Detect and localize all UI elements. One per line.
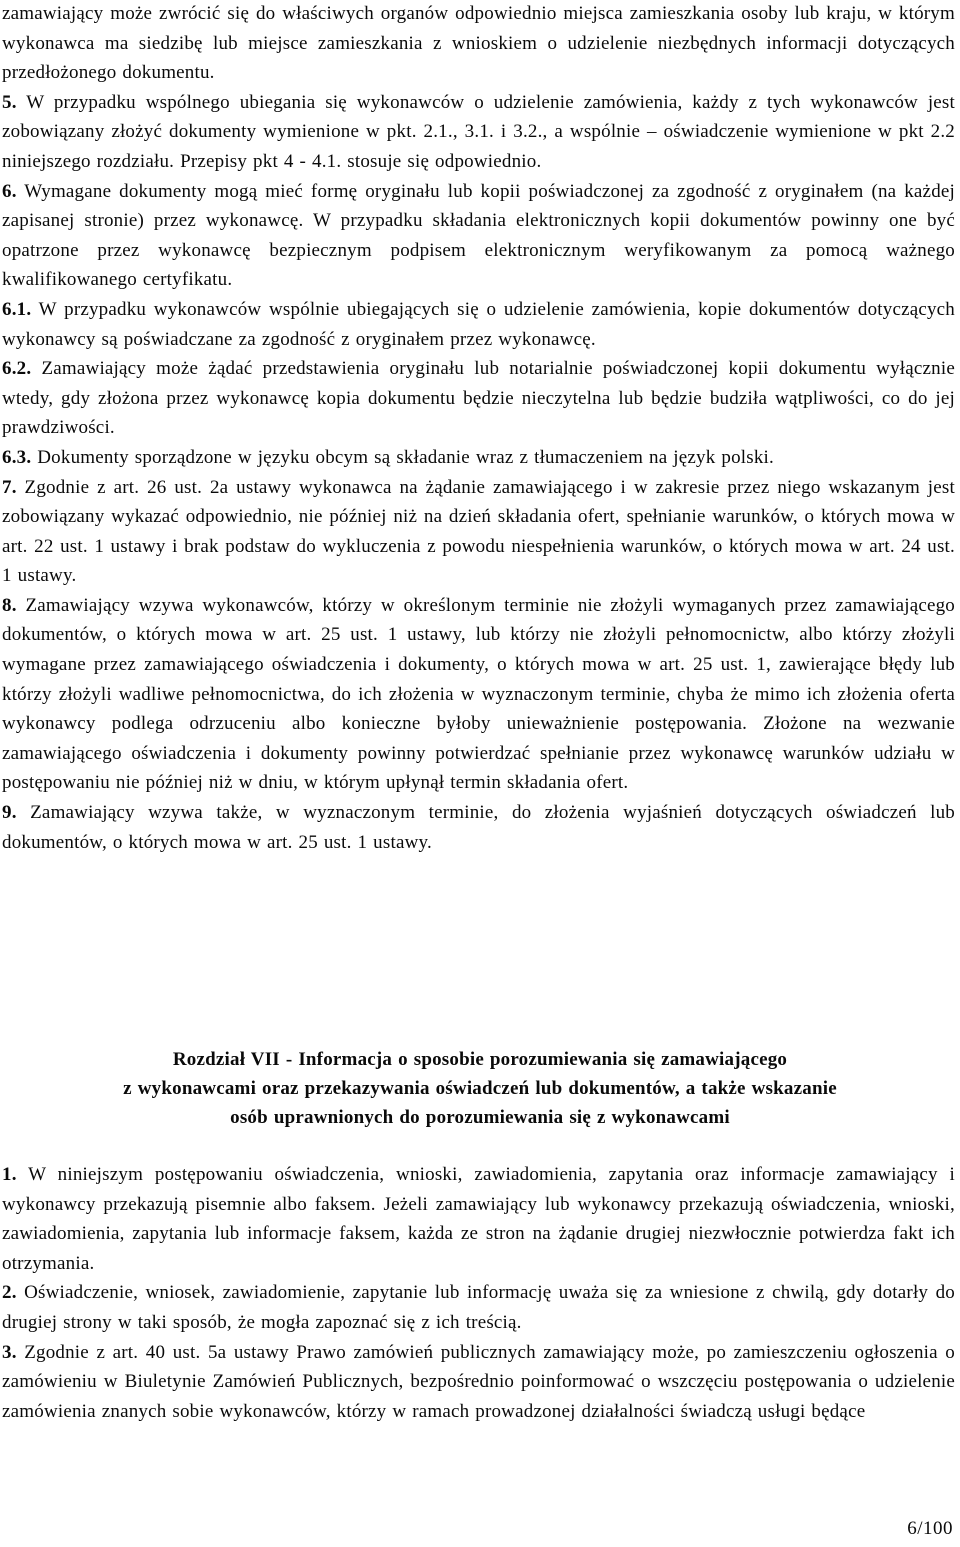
paragraph-5 <box>2 88 955 177</box>
paragraph-number: 6. <box>2 180 17 202</box>
chapter-heading <box>0 1045 960 1132</box>
page-number: 6/100 <box>907 1518 953 1539</box>
paragraph-1 <box>2 1160 955 1278</box>
paragraph-8 <box>2 591 955 798</box>
paragraph-text: Zgodnie z art. 40 ust. 5a ustawy Prawo zamówień publicznych zamawiający może, po zamieszczeniu ogłoszenia o zamówieniu w Biuletynie Zamówień Publicznych, bezpośrednio poinformować o wszczęciu postępowania o udzielenie zamówienia znanych sobie wykonawców, którzy w ramach prowadzonej działalności świadczą usługi będące <box>2 1341 956 1422</box>
paragraph-6-1 <box>2 295 955 354</box>
paragraph-number: 7. <box>2 476 17 498</box>
paragraph-text: Zgodnie z art. 26 ust. 2a ustawy wykonawca na żądanie zamawiającego i w zakresie przez niego wskazanym jest zobowiązany wykazać odpowiednio, nie później niż na dzień składania ofert, spełnianie warunków, o których mowa w art. 22 ust. 1 ustawy i brak podstaw do wykluczenia z powodu niespełnienia warunków, o których mowa w art. 24 ust. 1 ustawy. <box>2 476 955 587</box>
paragraph-text: Oświadczenie, wniosek, zawiadomienie, zapytanie lub informację uważa się za wniesione z chwilą, gdy dotarły do drugiej strony w taki sposób, że mogła zapoznać się z ich treścią. <box>2 1282 955 1333</box>
paragraph-text: Zamawiający wzywa wykonawców, którzy w określonym terminie nie złożyli wymaganych przez zamawiającego dokumentów, o których mowa w art. 25 ust. 1 ustawy, lub którzy nie złożyli pełnomocnictw, albo którzy złożyli wymagane przez zamawiającego oświadczenia i dokumenty, o których mowa w art. 25 ust. 1, zawierające błędy lub którzy złożyli wadliwe pełnomocnictwa, do ich złożenia w wyznaczonym terminie, chyba że mimo ich złożenia oferta wykonawcy podlega odrzuceniu albo konieczne byłoby unieważnienie postępowania. Złożone na wezwanie zamawiającego oświadczenia i dokumenty powinny potwierdzać spełnianie przez wykonawcę warunków udziału w postępowaniu nie później niż w dniu, w którym upłynął termin składania ofert. <box>2 594 956 794</box>
paragraph-text: Zamawiający wzywa także, w wyznaczonym terminie, do złożenia wyjaśnień dotyczących oświadczeń lub dokumentów, o których mowa w art. 25 ust. 1 ustawy. <box>2 802 956 853</box>
paragraph-number: 8. <box>2 594 17 616</box>
paragraph-6-2 <box>2 354 955 443</box>
paragraph-6 <box>2 177 955 295</box>
paragraph-number: 3. <box>2 1341 17 1363</box>
paragraph-number: 1. <box>2 1164 17 1185</box>
paragraph-number: 9. <box>2 802 17 824</box>
paragraph-2 <box>2 1278 955 1337</box>
paragraph-text: W niniejszym postępowaniu oświadczenia, wnioski, zawiadomienia, zapytania oraz informacje zamawiający i wykonawcy przekazują pisemnie albo faksem. Jeżeli zamawiający lub wykonawcy przekazują oświadczenia, wnioski, zawiadomienia, zapytania lub informacje faksem, każda ze stron na żądanie drugiej niezwłocznie potwierdza fakt ich otrzymania. <box>2 1164 956 1274</box>
paragraph-7 <box>2 473 955 591</box>
paragraph-continuation <box>2 0 955 88</box>
chapter-heading-line: osób uprawnionych do porozumiewania się z wykonawcami <box>230 1107 730 1128</box>
paragraph-6-3 <box>2 443 955 473</box>
paragraph-number: 5. <box>2 91 17 113</box>
paragraph-number: 2. <box>2 1282 17 1304</box>
chapter-heading-line: Rozdział VII - Informacja o sposobie porozumiewania się zamawiającego <box>172 1049 788 1070</box>
section-bottom <box>2 1160 955 1426</box>
chapter-heading-line: z wykonawcami oraz przekazywania oświadczeń lub dokumentów, a także wskazanie <box>123 1078 837 1099</box>
paragraph-text: Zamawiający może żądać przedstawienia oryginału lub notarialnie poświadczonej kopii dokumentu wyłącznie wtedy, gdy złożona przez wykonawcę kopia dokumentu będzie nieczytelna lub będzie budziła wątpliwości, co do jej prawdziwości. <box>2 358 955 439</box>
paragraph-text: zamawiający może zwrócić się do właściwych organów odpowiednio miejsca zamieszkania osoby lub kraju, w którym wykonawca ma siedzibę lub miejsce zamieszkania z wnioskiem o udzielenie niezbędnych informacji dotyczących przedłożonego dokumentu. <box>2 3 955 84</box>
paragraph-number: 6.2. <box>2 358 32 380</box>
paragraph-text: W przypadku wspólnego ubiegania się wykonawców o udzielenie zamówienia, każdy z tych wykonawców jest zobowiązany złożyć dokumenty wymienione w pkt. 2.1., 3.1. i 3.2., a wspólnie – oświadczenie wymienione w pkt 2.2 niniejszego rozdziału. Przepisy pkt 4 - 4.1. stosuje się odpowiednio. <box>2 91 956 172</box>
paragraph-number: 6.1. <box>2 298 32 320</box>
paragraph-text: W przypadku wykonawców wspólnie ubiegających się o udzielenie zamówienia, kopie dokumentów dotyczących wykonawcy są poświadczane za zgodność z oryginałem przez wykonawcę. <box>2 298 956 350</box>
paragraph-text: Wymagane dokumenty mogą mieć formę oryginału lub kopii poświadczonej za zgodność z oryginałem (na każdej zapisanej stronie) przez wykonawcę. W przypadku składania elektronicznych kopii dokumentów powinny one być opatrzone przez wykonawcę bezpiecznym podpisem elektronicznym weryfikowanym za pomocą ważnego kwalifikowanego certyfikatu. <box>2 180 956 291</box>
paragraph-9 <box>2 798 955 857</box>
paragraph-number: 6.3. <box>2 446 32 468</box>
paragraph-3 <box>2 1338 955 1427</box>
paragraph-text: Dokumenty sporządzone w języku obcym są składanie wraz z tłumaczeniem na język polski. <box>37 446 774 468</box>
section-top <box>2 0 955 857</box>
